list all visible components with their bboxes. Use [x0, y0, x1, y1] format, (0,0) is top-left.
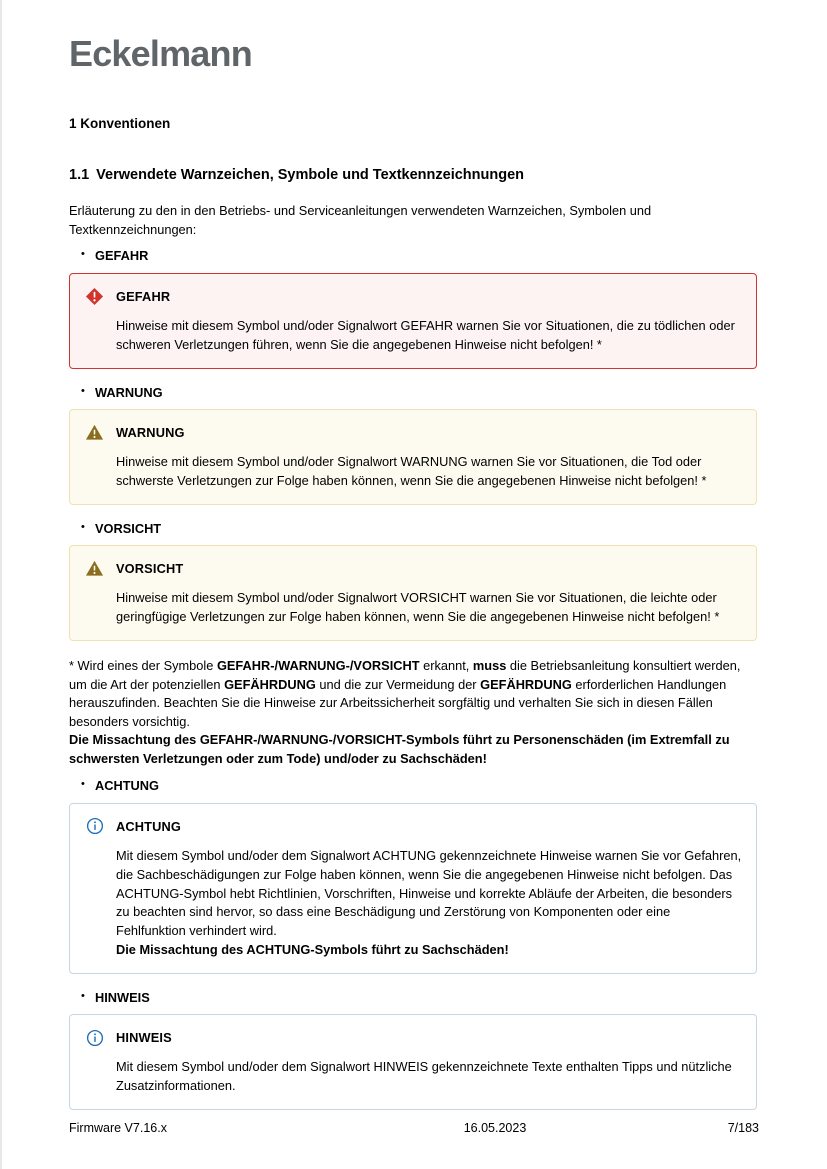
admonition-vorsicht-header	[84, 558, 742, 579]
admonition-gefahr-body: Hinweise mit diesem Symbol und/oder Signalwort GEFAHR warnen Sie vor Situationen, die zu tödlichen oder schweren Verletzungen führen, wenn Sie die angegebenen Hinweise nicht befolgen! *	[116, 318, 735, 352]
bullet-gefahr: • GEFAHR	[69, 248, 757, 265]
admonition-achtung-bold-line: Die Missachtung des ACHTUNG-Symbols führt zu Sachschäden!	[116, 941, 509, 957]
bullet-warnung: • WARNUNG	[69, 385, 757, 402]
footnote-part-3: die Betriebsanleitung konsultiert werden, um die Art der potenziellen	[69, 658, 741, 692]
admonition-vorsicht	[69, 545, 757, 641]
warning-triangle-icon	[84, 558, 105, 579]
admonition-vorsicht-title: VORSICHT	[116, 561, 184, 577]
section-title: Verwendete Warnzeichen, Symbole und Textkennzeichnungen	[96, 167, 525, 184]
admonition-warnung-header	[84, 422, 742, 443]
footer-page-number: 7/183	[727, 1121, 759, 1135]
admonition-warnung-title: WARNUNG	[116, 425, 185, 441]
footnote-bold-4: GEFÄHRDUNG	[480, 676, 572, 692]
admonition-gefahr-header	[84, 286, 742, 307]
intro-paragraph: Erläuterung zu den in den Betriebs- und Serviceanleitungen verwendeten Warnzeichen, Symbolen und Textkennzeichnungen:	[69, 203, 652, 237]
admonition-hinweis-body: Mit diesem Symbol und/oder dem Signalwort HINWEIS gekennzeichnete Texte enthalten Tipps und nützliche Zusatzinformationen.	[116, 1059, 732, 1094]
footnote-part-2: erkannt,	[419, 658, 473, 674]
admonition-achtung-title: ACHTUNG	[116, 818, 182, 834]
admonition-hinweis-title: HINWEIS	[116, 1030, 172, 1046]
warning-triangle-icon	[84, 422, 105, 443]
admonition-achtung-text: Mit diesem Symbol und/oder dem Signalwort ACHTUNG gekennzeichnete Hinweise warnen Sie vor Gefahren, die Sachbeschädigungen zur Folge haben können, wenn Sie die angegebenen Hinweise nicht befolgen. Das ACHTUNG-Symbol hebt Richtlinien, Vorschriften, Hinweise und korrekte Abläufe der Arbeiten, die besonders zu beachten sind hervor, so dass eine Beschädigung und Zerstörung von Komponenten oder eine Fehlfunktion verhindert wird.	[116, 847, 742, 939]
footnote-part-4: und die zur Vermeidung der	[315, 676, 481, 692]
admonition-vorsicht-body: Hinweise mit diesem Symbol und/oder Signalwort VORSICHT warnen Sie vor Situationen, die leichte oder geringfügige Verletzungen zur Folge haben können, wenn Sie die angegebenen Hinweise nicht befolgen! *	[116, 590, 720, 625]
footnote-bold-3: GEFÄHRDUNG	[224, 676, 316, 692]
footnote-paragraph	[69, 657, 757, 768]
bullet-achtung: • ACHTUNG	[69, 778, 757, 795]
info-circle-icon	[84, 1027, 105, 1048]
danger-diamond-icon	[84, 286, 105, 307]
page-left-edge	[0, 0, 2, 1169]
admonition-warnung	[69, 409, 757, 505]
info-circle-icon	[84, 816, 105, 837]
page-content	[69, 33, 757, 1126]
footer-firmware: Firmware V7.16.x	[69, 1121, 167, 1135]
admonition-achtung-header	[84, 816, 742, 837]
footer-date: 16.05.2023	[463, 1121, 527, 1135]
admonition-achtung	[69, 803, 757, 974]
footnote-bold-block: Die Missachtung des GEFAHR-/WARNUNG-/VORSICHT-Symbols führt zu Personenschäden (im Extremfall zu schwersten Verletzungen oder zum Tode) und/oder zu Sachschäden!	[69, 732, 730, 766]
admonition-warnung-body: Hinweise mit diesem Symbol und/oder Signalwort WARNUNG warnen Sie vor Situationen, die Tod oder schwerste Verletzungen zur Folge haben können, wenn Sie die angegebenen Hinweise nicht befolgen! *	[116, 454, 707, 489]
admonition-gefahr-title: GEFAHR	[116, 289, 171, 305]
footnote-bold-2: muss	[472, 658, 507, 674]
company-logo: Eckelmann	[69, 33, 252, 74]
section-number: 1.1	[69, 167, 90, 184]
admonition-hinweis-header	[84, 1027, 742, 1048]
footnote-part-1: * Wird eines der Symbole	[69, 658, 217, 674]
footnote-bold-1: GEFAHR-/WARNUNG-/VORSICHT	[216, 658, 420, 674]
chapter-heading: 1 Konventionen	[69, 116, 171, 131]
page-footer	[69, 1121, 759, 1135]
admonition-achtung-body	[84, 847, 742, 960]
bullet-vorsicht: • VORSICHT	[69, 521, 757, 538]
section-heading	[69, 166, 757, 184]
bullet-hinweis: • HINWEIS	[69, 990, 757, 1007]
admonition-hinweis	[69, 1014, 757, 1110]
footnote-part-5: erforderlichen Handlungen herauszufinden. Beachten Sie die Hinweise zur Arbeitssicherheit sorgfältig und verhalten Sie sich in diesen Fällen besonders vorsichtig.	[69, 676, 727, 729]
admonition-gefahr	[69, 273, 757, 369]
